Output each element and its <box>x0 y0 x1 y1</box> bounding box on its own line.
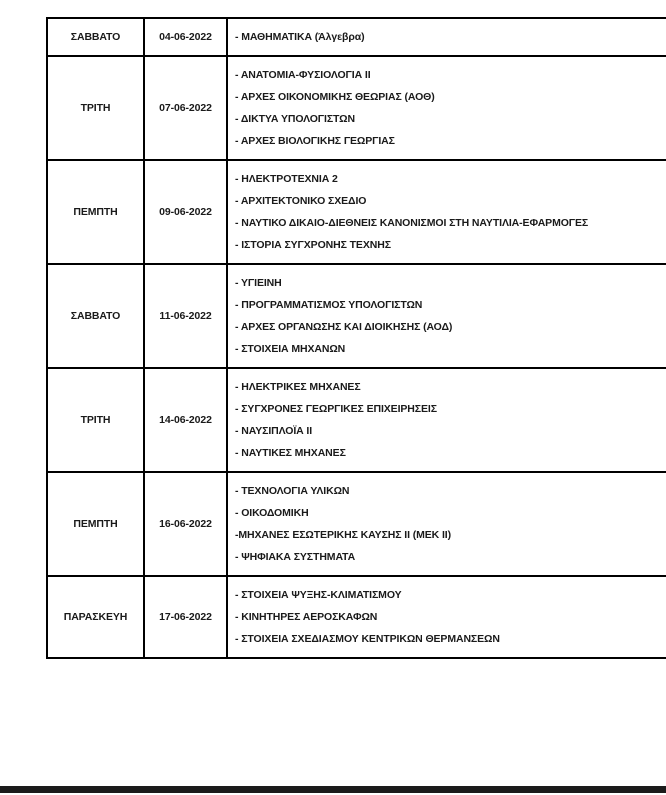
subject-item: - ΣΤΟΙΧΕΙΑ ΜΗΧΑΝΩΝ <box>235 343 346 355</box>
subject-item: - ΑΡΧΙΤΕΚΤΟΝΙΚΟ ΣΧΕΔΙΟ <box>235 195 367 207</box>
subject-item: - ΔΙΚΤΥΑ ΥΠΟΛΟΓΙΣΤΩΝ <box>235 113 355 125</box>
exam-schedule-table <box>46 17 666 659</box>
day-cell: ΣΑΒΒΑΤΟ <box>47 18 144 56</box>
subjects-cell <box>227 576 666 658</box>
subject-item: - ΜΑΘΗΜΑΤΙΚΑ (Άλγεβρα) <box>235 31 365 43</box>
schedule-row <box>47 56 666 160</box>
subject-item: - ΟΙΚΟΔΟΜΙΚΗ <box>235 507 309 519</box>
subject-item: - ΝΑΥΣΙΠΛΟΪΑ ΙΙ <box>235 425 313 437</box>
subjects-cell <box>227 264 666 368</box>
day-cell: ΠΕΜΠΤΗ <box>47 160 144 264</box>
date-cell: 04-06-2022 <box>144 18 227 56</box>
subject-item: - ΑΡΧΕΣ ΟΙΚΟΝΟΜΙΚΗΣ ΘΕΩΡΙΑΣ (ΑΟΘ) <box>235 91 435 103</box>
subject-item: - ΨΗΦΙΑΚΑ ΣΥΣΤΗΜΑΤΑ <box>235 551 356 563</box>
subject-item: - ΣΥΓΧΡΟΝΕΣ ΓΕΩΡΓΙΚΕΣ ΕΠΙΧΕΙΡΗΣΕΙΣ <box>235 403 437 415</box>
subjects-cell <box>227 160 666 264</box>
date-cell: 17-06-2022 <box>144 576 227 658</box>
subject-item: - ΙΣΤΟΡΙΑ ΣΥΓΧΡΟΝΗΣ ΤΕΧΝΗΣ <box>235 239 391 251</box>
subjects-cell <box>227 368 666 472</box>
schedule-row <box>47 472 666 576</box>
schedule-row <box>47 18 666 56</box>
subject-item: - ΝΑΥΤΙΚΟ ΔΙΚΑΙΟ-ΔΙΕΘΝΕΙΣ ΚΑΝΟΝΙΣΜΟΙ ΣΤΗ ΝΑΥΤΙΛΙΑ-ΕΦΑΡΜΟΓΕΣ <box>235 217 589 229</box>
date-cell: 09-06-2022 <box>144 160 227 264</box>
day-cell: ΤΡΙΤΗ <box>47 56 144 160</box>
date-cell: 16-06-2022 <box>144 472 227 576</box>
subject-item: - ΑΡΧΕΣ ΟΡΓΑΝΩΣΗΣ ΚΑΙ ΔΙΟΙΚΗΣΗΣ (ΑΟΔ) <box>235 321 453 333</box>
day-cell: ΠΕΜΠΤΗ <box>47 472 144 576</box>
schedule-row <box>47 576 666 658</box>
subject-item: - ΚΙΝΗΤΗΡΕΣ ΑΕΡΟΣΚΑΦΩΝ <box>235 611 378 623</box>
day-cell: ΣΑΒΒΑΤΟ <box>47 264 144 368</box>
subject-item: - ΑΡΧΕΣ ΒΙΟΛΟΓΙΚΗΣ ΓΕΩΡΓΙΑΣ <box>235 135 395 147</box>
schedule-row <box>47 368 666 472</box>
day-cell: ΤΡΙΤΗ <box>47 368 144 472</box>
subject-item: - ΝΑΥΤΙΚΕΣ ΜΗΧΑΝΕΣ <box>235 447 346 459</box>
date-cell: 11-06-2022 <box>144 264 227 368</box>
page-bottom-bar <box>0 786 666 793</box>
subject-item: - ΣΤΟΙΧΕΙΑ ΣΧΕΔΙΑΣΜΟΥ ΚΕΝΤΡΙΚΩΝ ΘΕΡΜΑΝΣΕΩΝ <box>235 633 500 645</box>
schedule-row <box>47 160 666 264</box>
date-cell: 14-06-2022 <box>144 368 227 472</box>
schedule-row <box>47 264 666 368</box>
subject-item: - ΤΕΧΝΟΛΟΓΙΑ ΥΛΙΚΩΝ <box>235 485 350 497</box>
subject-item: - ΠΡΟΓΡΑΜΜΑΤΙΣΜΟΣ ΥΠΟΛΟΓΙΣΤΩΝ <box>235 299 423 311</box>
subject-item: - ΥΓΙΕΙΝΗ <box>235 277 282 289</box>
subject-item: - ΑΝΑΤΟΜΙΑ-ΦΥΣΙΟΛΟΓΙΑ ΙΙ <box>235 69 371 81</box>
subject-item: -ΜΗΧΑΝΕΣ ΕΣΩΤΕΡΙΚΗΣ ΚΑΥΣΗΣ ΙΙ (ΜΕΚ ΙΙ) <box>235 529 452 541</box>
subjects-cell <box>227 18 666 56</box>
exam-schedule-body <box>47 18 666 658</box>
date-cell: 07-06-2022 <box>144 56 227 160</box>
subject-item: - ΗΛΕΚΤΡΙΚΕΣ ΜΗΧΑΝΕΣ <box>235 381 361 393</box>
day-cell: ΠΑΡΑΣΚΕΥΗ <box>47 576 144 658</box>
subjects-cell <box>227 472 666 576</box>
subjects-cell <box>227 56 666 160</box>
subject-item: - ΗΛΕΚΤΡΟΤΕΧΝΙΑ 2 <box>235 173 338 185</box>
subject-item: - ΣΤΟΙΧΕΙΑ ΨΥΞΗΣ-ΚΛΙΜΑΤΙΣΜΟΥ <box>235 589 402 601</box>
